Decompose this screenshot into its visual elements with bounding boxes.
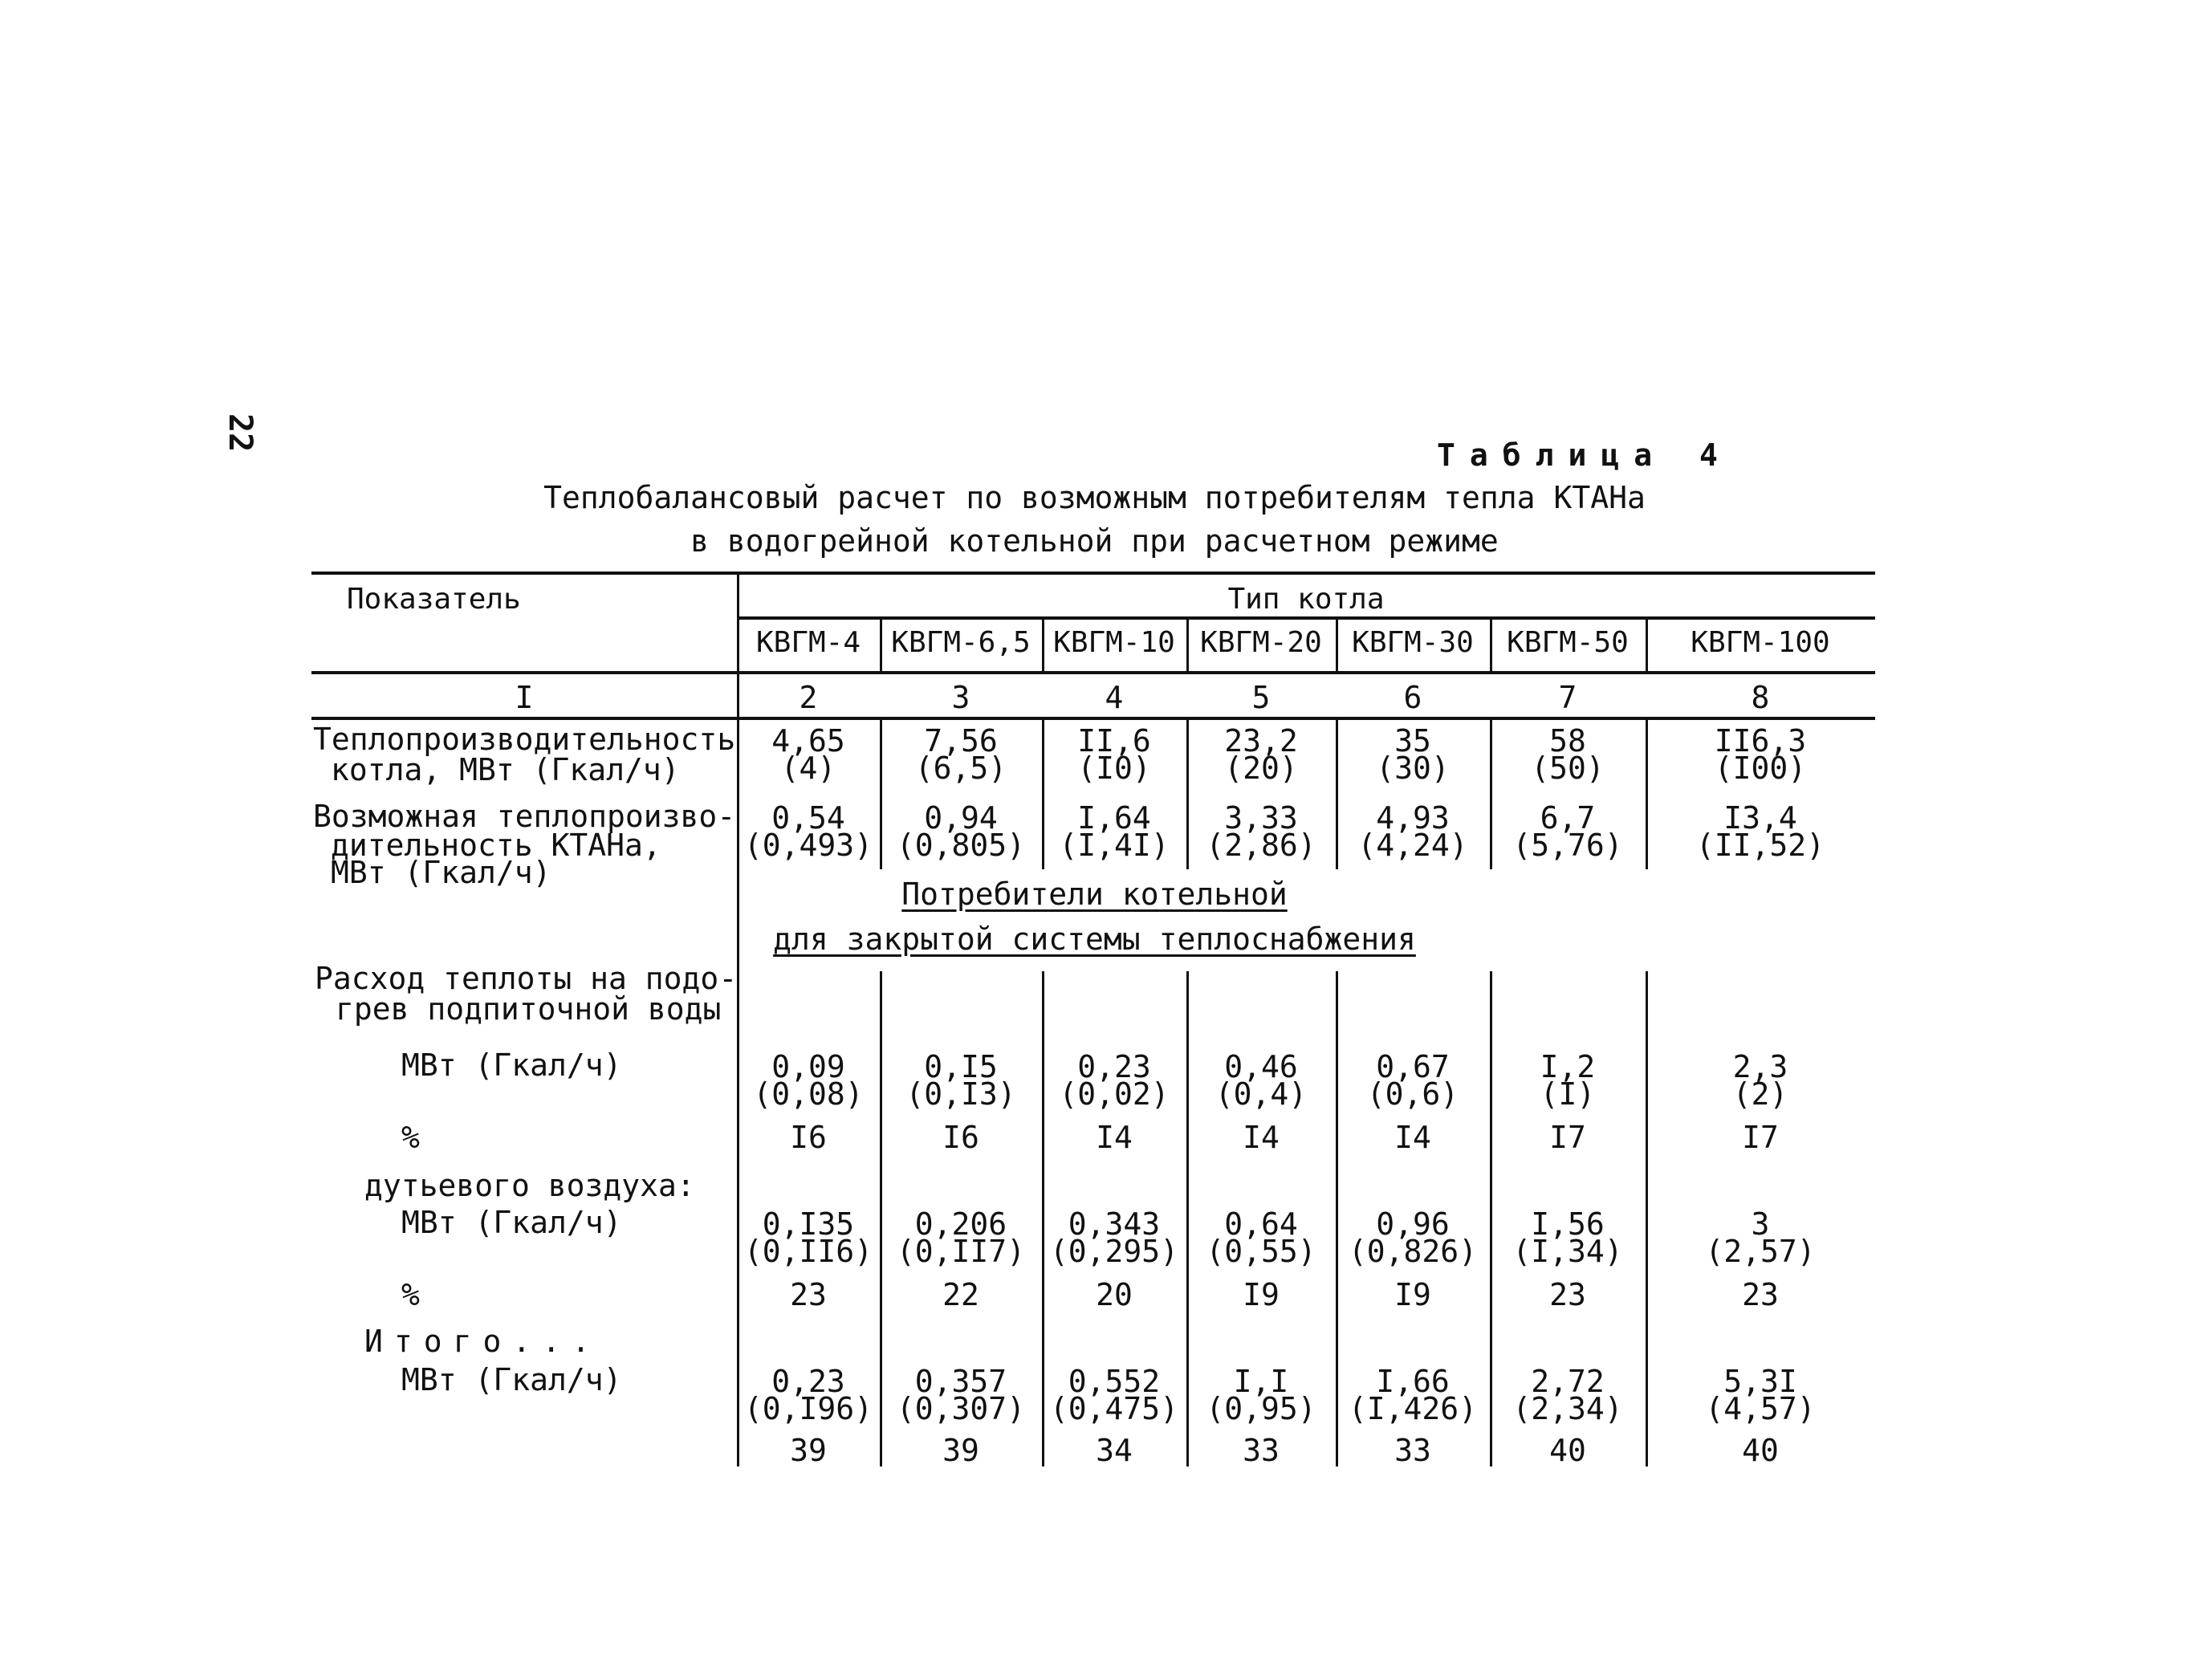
makeup-percent: I6 xyxy=(790,1120,827,1155)
total-percent: 39 xyxy=(790,1433,827,1468)
total-percent: 40 xyxy=(1742,1433,1779,1468)
ktan-value: 6,7 xyxy=(1540,800,1596,836)
column-number: 8 xyxy=(1751,680,1770,715)
row-label-ktan: Возможная теплопроизво- xyxy=(313,799,736,834)
makeup-percent: I6 xyxy=(942,1120,979,1155)
capacity-value-gcal: (I00) xyxy=(1714,751,1807,786)
total-value: I,66 xyxy=(1376,1364,1450,1399)
ktan-value: 0,54 xyxy=(771,800,845,836)
column-number: 5 xyxy=(1251,680,1271,715)
makeup-value: 0,67 xyxy=(1376,1049,1450,1084)
makeup-percent: I4 xyxy=(1394,1120,1431,1155)
total-value: 5,3I xyxy=(1723,1364,1797,1399)
capacity-value: 58 xyxy=(1549,723,1586,759)
ktan-value-gcal: (5,76) xyxy=(1512,828,1623,863)
air-value: 0,343 xyxy=(1068,1206,1161,1242)
air-value-gcal: (0,II7) xyxy=(896,1234,1026,1269)
air-value: 0,96 xyxy=(1376,1206,1450,1242)
makeup-value-gcal: (0,08) xyxy=(753,1076,864,1112)
row-label-capacity: Теплопроизводительность xyxy=(313,722,736,757)
makeup-value: 2,3 xyxy=(1732,1049,1788,1084)
total-value: 0,23 xyxy=(771,1364,845,1399)
total-value-gcal: (0,95) xyxy=(1206,1391,1316,1426)
makeup-value-gcal: (2) xyxy=(1732,1076,1788,1112)
row-label-percent: % xyxy=(401,1120,420,1155)
makeup-value-gcal: (0,02) xyxy=(1059,1076,1170,1112)
total-value-gcal: (4,57) xyxy=(1705,1391,1816,1426)
ktan-value-gcal: (I,4I) xyxy=(1059,828,1170,863)
row-label-total: Итого... xyxy=(364,1324,602,1359)
table-label: Таблица 4 xyxy=(1437,437,1732,473)
row-label-air: дутьевого воздуха: xyxy=(364,1168,695,1203)
table-title-line2: в водогрейной котельной при расчетном режиме xyxy=(690,523,1499,559)
ktan-value-gcal: (0,493) xyxy=(743,828,873,863)
capacity-value-gcal: (30) xyxy=(1376,751,1450,786)
capacity-value-gcal: (20) xyxy=(1224,751,1298,786)
air-percent: 22 xyxy=(942,1277,979,1312)
capacity-value-gcal: (4) xyxy=(780,751,836,786)
column-number: 6 xyxy=(1403,680,1422,715)
table-title-line1: Теплобалансовый расчет по возможным потребителям тепла КТАНа xyxy=(543,480,1646,515)
capacity-value-gcal: (I0) xyxy=(1077,751,1151,786)
air-percent: I9 xyxy=(1394,1277,1431,1312)
capacity-value: II6,3 xyxy=(1714,723,1807,759)
column-number: 2 xyxy=(799,680,818,715)
capacity-value: 23,2 xyxy=(1224,723,1298,759)
ktan-value-gcal: (II,52) xyxy=(1695,828,1825,863)
air-percent: 23 xyxy=(790,1277,827,1312)
page-number: 22 xyxy=(222,413,258,453)
rule-type-under xyxy=(737,616,1875,620)
header-indicator: Показатель xyxy=(347,583,521,616)
ktan-value: I3,4 xyxy=(1723,800,1797,836)
ktan-value: 3,33 xyxy=(1224,800,1298,836)
air-value: I,56 xyxy=(1531,1206,1605,1242)
total-value: I,I xyxy=(1233,1364,1289,1399)
total-value: 0,552 xyxy=(1068,1364,1161,1399)
air-value: 3 xyxy=(1751,1206,1770,1242)
capacity-value: 4,65 xyxy=(771,723,845,759)
ktan-value: 0,94 xyxy=(924,800,998,836)
column-number: I xyxy=(515,680,534,715)
total-value-gcal: (2,34) xyxy=(1512,1391,1623,1426)
makeup-value: I,2 xyxy=(1540,1049,1596,1084)
total-value: 0,357 xyxy=(914,1364,1007,1399)
ktan-value: I,64 xyxy=(1077,800,1151,836)
header-boiler-name: КВГМ-4 xyxy=(755,626,861,659)
capacity-value-gcal: (6,5) xyxy=(914,751,1007,786)
air-percent: 23 xyxy=(1549,1277,1586,1312)
total-percent: 39 xyxy=(942,1433,979,1468)
column-number: 4 xyxy=(1105,680,1124,715)
air-percent: I9 xyxy=(1243,1277,1280,1312)
header-boiler-name: КВГМ-50 xyxy=(1507,626,1629,659)
air-value-gcal: (0,II6) xyxy=(743,1234,873,1269)
capacity-value: 7,56 xyxy=(924,723,998,759)
section-title-consumers: Потребители котельной xyxy=(901,877,1288,912)
header-boiler-name: КВГМ-10 xyxy=(1053,626,1175,659)
rule-top xyxy=(311,572,1875,575)
makeup-value-gcal: (0,I3) xyxy=(905,1076,1016,1112)
row-label-makeup: Расход теплоты на подо- xyxy=(315,961,738,996)
header-boiler-type: Тип котла xyxy=(1227,583,1385,616)
makeup-value-gcal: (0,6) xyxy=(1366,1076,1459,1112)
rule-numbers-bottom xyxy=(311,717,1875,720)
makeup-value: 0,I5 xyxy=(924,1049,998,1084)
ktan-value-gcal: (0,805) xyxy=(896,828,1026,863)
column-number: 7 xyxy=(1558,680,1577,715)
makeup-value: 0,09 xyxy=(771,1049,845,1084)
ktan-value-gcal: (2,86) xyxy=(1206,828,1316,863)
row-label-unit: МВт (Гкал/ч) xyxy=(401,1047,622,1083)
row-label-unit: МВт (Гкал/ч) xyxy=(401,1362,622,1397)
air-percent: 23 xyxy=(1742,1277,1779,1312)
air-value-gcal: (0,826) xyxy=(1348,1234,1478,1269)
row-label-capacity: котла, МВт (Гкал/ч) xyxy=(331,752,680,787)
header-boiler-name: КВГМ-30 xyxy=(1352,626,1474,659)
total-value-gcal: (I,426) xyxy=(1348,1391,1478,1426)
air-value-gcal: (2,57) xyxy=(1705,1234,1816,1269)
row-label-ktan: дительность КТАНа, xyxy=(331,828,661,863)
ktan-value: 4,93 xyxy=(1376,800,1450,836)
air-percent: 20 xyxy=(1096,1277,1133,1312)
column-number: 3 xyxy=(951,680,970,715)
total-value: 2,72 xyxy=(1531,1364,1605,1399)
makeup-percent: I4 xyxy=(1243,1120,1280,1155)
air-value: 0,206 xyxy=(914,1206,1007,1242)
section-title-closed-system: для закрытой системы теплоснабжения xyxy=(773,921,1416,957)
air-value: 0,64 xyxy=(1224,1206,1298,1242)
makeup-percent: I7 xyxy=(1742,1120,1779,1155)
total-percent: 40 xyxy=(1549,1433,1586,1468)
makeup-percent: I4 xyxy=(1096,1120,1133,1155)
air-value-gcal: (0,55) xyxy=(1206,1234,1316,1269)
makeup-value: 0,46 xyxy=(1224,1049,1298,1084)
total-value-gcal: (0,I96) xyxy=(743,1391,873,1426)
capacity-value-gcal: (50) xyxy=(1531,751,1605,786)
row-label-ktan: МВт (Гкал/ч) xyxy=(331,855,551,890)
header-boiler-name: КВГМ-100 xyxy=(1691,626,1830,659)
capacity-value: 35 xyxy=(1394,723,1431,759)
makeup-value: 0,23 xyxy=(1077,1049,1151,1084)
total-value-gcal: (0,475) xyxy=(1049,1391,1179,1426)
row-label-percent: % xyxy=(401,1277,420,1312)
row-label-unit: МВт (Гкал/ч) xyxy=(401,1205,622,1240)
makeup-value-gcal: (0,4) xyxy=(1215,1076,1308,1112)
header-boiler-name: КВГМ-6,5 xyxy=(891,626,1031,659)
air-value: 0,I35 xyxy=(762,1206,855,1242)
total-percent: 34 xyxy=(1096,1433,1133,1468)
makeup-value-gcal: (I) xyxy=(1540,1076,1596,1112)
capacity-value: II,6 xyxy=(1077,723,1151,759)
total-value-gcal: (0,307) xyxy=(896,1391,1026,1426)
makeup-percent: I7 xyxy=(1549,1120,1586,1155)
air-value-gcal: (I,34) xyxy=(1512,1234,1623,1269)
total-percent: 33 xyxy=(1394,1433,1431,1468)
ktan-value-gcal: (4,24) xyxy=(1357,828,1468,863)
total-percent: 33 xyxy=(1243,1433,1280,1468)
header-boiler-name: КВГМ-20 xyxy=(1200,626,1322,659)
air-value-gcal: (0,295) xyxy=(1049,1234,1179,1269)
row-label-makeup: грев подпиточной воды xyxy=(336,991,722,1027)
rule-header-bottom xyxy=(311,671,1875,674)
